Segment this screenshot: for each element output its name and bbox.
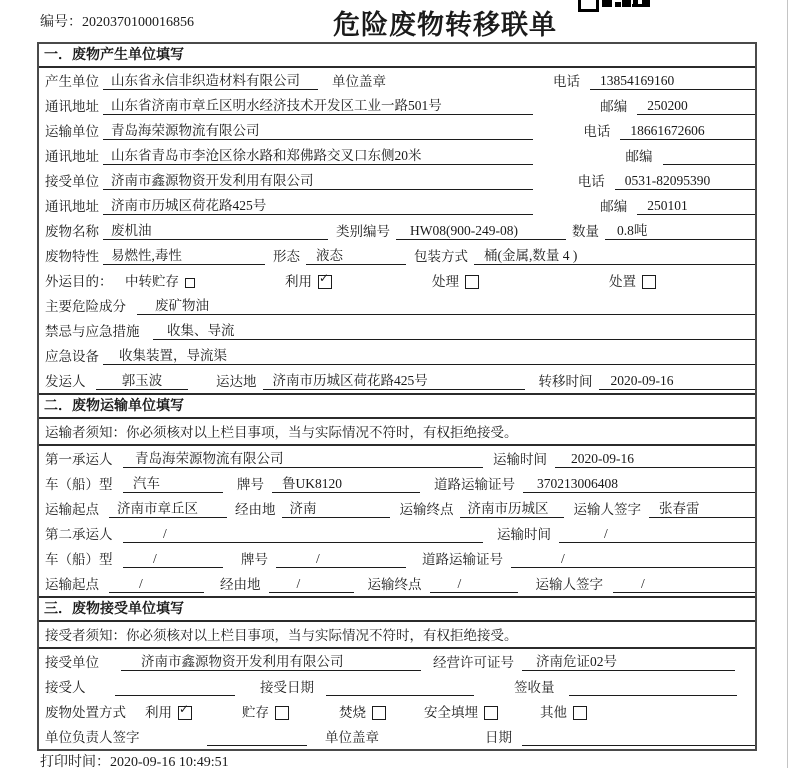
transport-date-value-2: / (559, 526, 755, 543)
producer-phone-value: 13854169160 (590, 73, 755, 90)
emergency-equipment-label: 应急设备 (45, 349, 99, 364)
disposal-utilize-checkbox: ✓ (178, 706, 192, 720)
receiver-unit-row (39, 168, 755, 193)
option-utilize-label: 利用 (285, 274, 312, 289)
vehicle-row-1 (39, 471, 755, 496)
postcode-label: 邮编 (600, 199, 628, 214)
vehicle-type-value: 汽车 (123, 472, 223, 493)
receiver-notice-row (39, 622, 755, 649)
plate-number-label: 牌号 (241, 552, 268, 567)
producer-address-row (39, 93, 755, 118)
postcode-label: 邮编 (600, 99, 628, 114)
consignor-label: 发运人 (45, 374, 86, 389)
destination-label: 运达地 (216, 374, 257, 389)
received-quantity-label: 签收量 (514, 680, 555, 695)
vehicle-type-label: 车（船）型 (45, 477, 113, 492)
transporter-notice-text: 运输者须知：你必须核对以上栏目事项，当与实际情况不符时，有权拒绝接受。 (45, 425, 518, 440)
route-origin-label: 运输起点 (45, 577, 99, 592)
address-label: 通讯地址 (45, 99, 99, 114)
receiver-person-row (39, 674, 755, 699)
second-carrier-label: 第二承运人 (45, 527, 113, 542)
date-value (522, 745, 755, 746)
route-via-value-2: / (269, 576, 354, 593)
dispose-checkbox (642, 275, 656, 289)
option-utilize-label: 利用 (145, 705, 172, 720)
serial-label: 编号： (40, 15, 82, 30)
route-row-1 (39, 496, 755, 521)
route-end-label: 运输终点 (399, 502, 454, 517)
option-landfill-label: 安全填埋 (424, 705, 478, 720)
consignor-value: 郭玉波 (96, 369, 188, 390)
receiver-unit-value: 济南市鑫源物资开发利用有限公司 (103, 169, 533, 190)
route-via-label: 经由地 (220, 577, 261, 592)
quantity-label: 数量 (572, 224, 599, 239)
route-end-label: 运输终点 (367, 577, 422, 592)
emergency-equipment-value: 收集装置，导流渠 (103, 344, 755, 365)
transporter-unit-row (39, 118, 755, 143)
disposal-incinerate-checkbox (372, 706, 386, 720)
receiver-person-value (115, 695, 235, 696)
first-carrier-value: 青岛海荣源物流有限公司 (123, 447, 483, 468)
receiver-phone-value: 0531-82095390 (615, 173, 755, 190)
transporter-postcode-value (663, 164, 756, 165)
receiver-postcode-value: 250101 (637, 198, 755, 215)
transfer-purpose-label: 外运目的： (45, 274, 113, 289)
first-carrier-label: 第一承运人 (45, 452, 113, 467)
transporter-unit-label: 运输单位 (45, 124, 99, 139)
phone-label: 电话 (583, 124, 611, 139)
transit-storage-checkbox (185, 278, 195, 288)
disposal-other-checkbox (573, 706, 587, 720)
producer-unit-row (39, 68, 755, 93)
route-origin-value-2: / (109, 576, 204, 593)
serial-number: 2020370100016856 (82, 15, 194, 30)
license-number-label: 经营许可证号 (433, 655, 514, 670)
receiver-address-value: 济南市历城区荷花路425号 (103, 194, 533, 215)
receive-date-label: 接受日期 (260, 680, 314, 695)
vehicle-type-label: 车（船）型 (45, 552, 113, 567)
form-label: 形态 (273, 249, 300, 264)
emergency-measures-label: 禁忌与应急措施 (45, 324, 140, 339)
carrier-signature-value: 张春雷 (649, 497, 755, 518)
packaging-label: 包装方式 (414, 249, 468, 264)
route-end-value: 济南市历城区 (460, 497, 564, 518)
page-title: 危险废物转移联单 (333, 10, 557, 40)
carrier-signature-label: 运输人签字 (573, 502, 641, 517)
transporter-notice-row (39, 419, 755, 446)
print-time-value: 2020-09-16 10:49:51 (110, 755, 229, 768)
receiver-notice-text: 接受者须知：你必须核对以上栏目事项，当与实际情况不符时，有权拒绝接受。 (45, 628, 518, 643)
second-carrier-row (39, 521, 755, 546)
waste-property-label: 废物特性 (45, 249, 99, 264)
section-3-header: 三．废物接受单位填写 (39, 596, 755, 622)
route-origin-value: 济南市章丘区 (109, 497, 227, 518)
unit-head-signature-label: 单位负责人签字 (45, 730, 140, 745)
option-treat-label: 处理 (432, 274, 459, 289)
disposal-method-row (39, 699, 755, 724)
disposal-method-label: 废物处置方式 (45, 705, 126, 720)
first-carrier-row (39, 446, 755, 471)
print-time-label: 打印时间： (40, 755, 110, 768)
producer-address-value: 山东省济南市章丘区明水经济技术开发区工业一路501号 (103, 94, 533, 115)
hazard-component-value: 废矿物油 (137, 294, 755, 315)
page-edge-line (787, 0, 788, 768)
option-storage-label: 贮存 (242, 705, 269, 720)
receive-date-value (326, 695, 474, 696)
destination-value: 济南市历城区荷花路425号 (263, 369, 525, 390)
plate-number-value: 鲁UK8120 (272, 472, 420, 493)
waste-name-value: 废机油 (103, 219, 328, 240)
serial-number-line (40, 11, 194, 31)
utilize-checkbox: ✓ (318, 275, 332, 289)
producer-unit-value: 山东省永信非织造材料有限公司 (103, 69, 318, 90)
plate-number-label: 牌号 (237, 477, 264, 492)
company-seal-label: 单位盖章 (332, 74, 386, 89)
option-dispose-label: 处置 (609, 274, 636, 289)
phone-label: 电话 (577, 174, 605, 189)
vehicle-row-2 (39, 546, 755, 571)
category-code-label: 类别编号 (336, 224, 390, 239)
transport-date-label: 运输时间 (493, 452, 547, 467)
producer-unit-label: 产生单位 (45, 74, 99, 89)
receiving-unit-label: 接受单位 (45, 655, 99, 670)
producer-postcode-value: 250200 (637, 98, 755, 115)
disposal-landfill-checkbox (484, 706, 498, 720)
option-transit-storage-label: 中转贮存 (125, 274, 179, 289)
route-via-label: 经由地 (235, 502, 276, 517)
route-row-2 (39, 571, 755, 596)
route-origin-label: 运输起点 (45, 502, 99, 517)
route-end-value-2: / (430, 576, 518, 593)
receiver-unit-label: 接受单位 (45, 174, 99, 189)
plate-number-value-2: / (276, 551, 406, 568)
transfer-purpose-row (39, 268, 755, 293)
date-label: 日期 (485, 730, 512, 745)
emergency-equipment-row (39, 343, 755, 368)
hazard-component-label: 主要危险成分 (45, 299, 126, 314)
receiver-person-label: 接受人 (45, 680, 86, 695)
receiving-unit-row (39, 649, 755, 674)
consignor-row (39, 368, 755, 393)
receiving-unit-value: 济南市鑫源物资开发利用有限公司 (121, 650, 421, 671)
print-time-line (40, 751, 229, 768)
address-label: 通讯地址 (45, 149, 99, 164)
waste-name-row (39, 218, 755, 243)
hazard-component-row (39, 293, 755, 318)
form-value: 液态 (306, 244, 406, 265)
section-1-header: 一．废物产生单位填写 (39, 44, 755, 68)
transfer-date-label: 转移时间 (538, 374, 593, 389)
road-permit-value-2: / (511, 551, 755, 568)
carrier-signature-label: 运输人签字 (535, 577, 603, 592)
option-incinerate-label: 焚烧 (339, 705, 366, 720)
route-via-value: 济南 (282, 497, 390, 518)
waste-property-row (39, 243, 755, 268)
transport-date-value: 2020-09-16 (555, 451, 755, 468)
treat-checkbox (465, 275, 479, 289)
transfer-date-value: 2020-09-16 (599, 373, 756, 390)
category-code-value: HW08(900-249-08) (396, 223, 566, 240)
carrier-signature-value-2: / (613, 576, 755, 593)
transporter-phone-value: 18661672606 (620, 123, 755, 140)
section-2-header: 二．废物运输单位填写 (39, 393, 755, 419)
quantity-value: 0.8吨 (605, 219, 755, 240)
manifest-table (37, 42, 757, 751)
transporter-address-value: 山东省青岛市李沧区徐水路和郑佛路交叉口东侧20米 (103, 144, 533, 165)
transporter-address-row (39, 143, 755, 168)
signature-row (39, 724, 755, 749)
second-carrier-value: / (123, 526, 483, 543)
receiver-address-row (39, 193, 755, 218)
packaging-value: 桶(金属,数量 4 ) (474, 244, 755, 265)
qr-code-fragment-icon (576, 0, 658, 10)
received-quantity-value (569, 695, 738, 696)
option-other-label: 其他 (540, 705, 567, 720)
transport-date-label: 运输时间 (497, 527, 551, 542)
license-number-value: 济南危证02号 (522, 650, 735, 671)
phone-label: 电话 (553, 74, 580, 89)
postcode-label: 邮编 (625, 149, 653, 164)
road-permit-label: 道路运输证号 (422, 552, 503, 567)
transporter-unit-value: 青岛海荣源物流有限公司 (103, 119, 533, 140)
emergency-measures-value: 收集、导流 (153, 319, 755, 340)
address-label: 通讯地址 (45, 199, 99, 214)
disposal-storage-checkbox (275, 706, 289, 720)
company-seal-label: 单位盖章 (325, 730, 379, 745)
road-permit-value: 370213006408 (523, 476, 755, 493)
waste-property-value: 易燃性,毒性 (103, 244, 265, 265)
road-permit-label: 道路运输证号 (434, 477, 515, 492)
emergency-measures-row (39, 318, 755, 343)
waste-name-label: 废物名称 (45, 224, 99, 239)
unit-head-signature-value (207, 745, 307, 746)
vehicle-type-value-2: / (123, 551, 223, 568)
